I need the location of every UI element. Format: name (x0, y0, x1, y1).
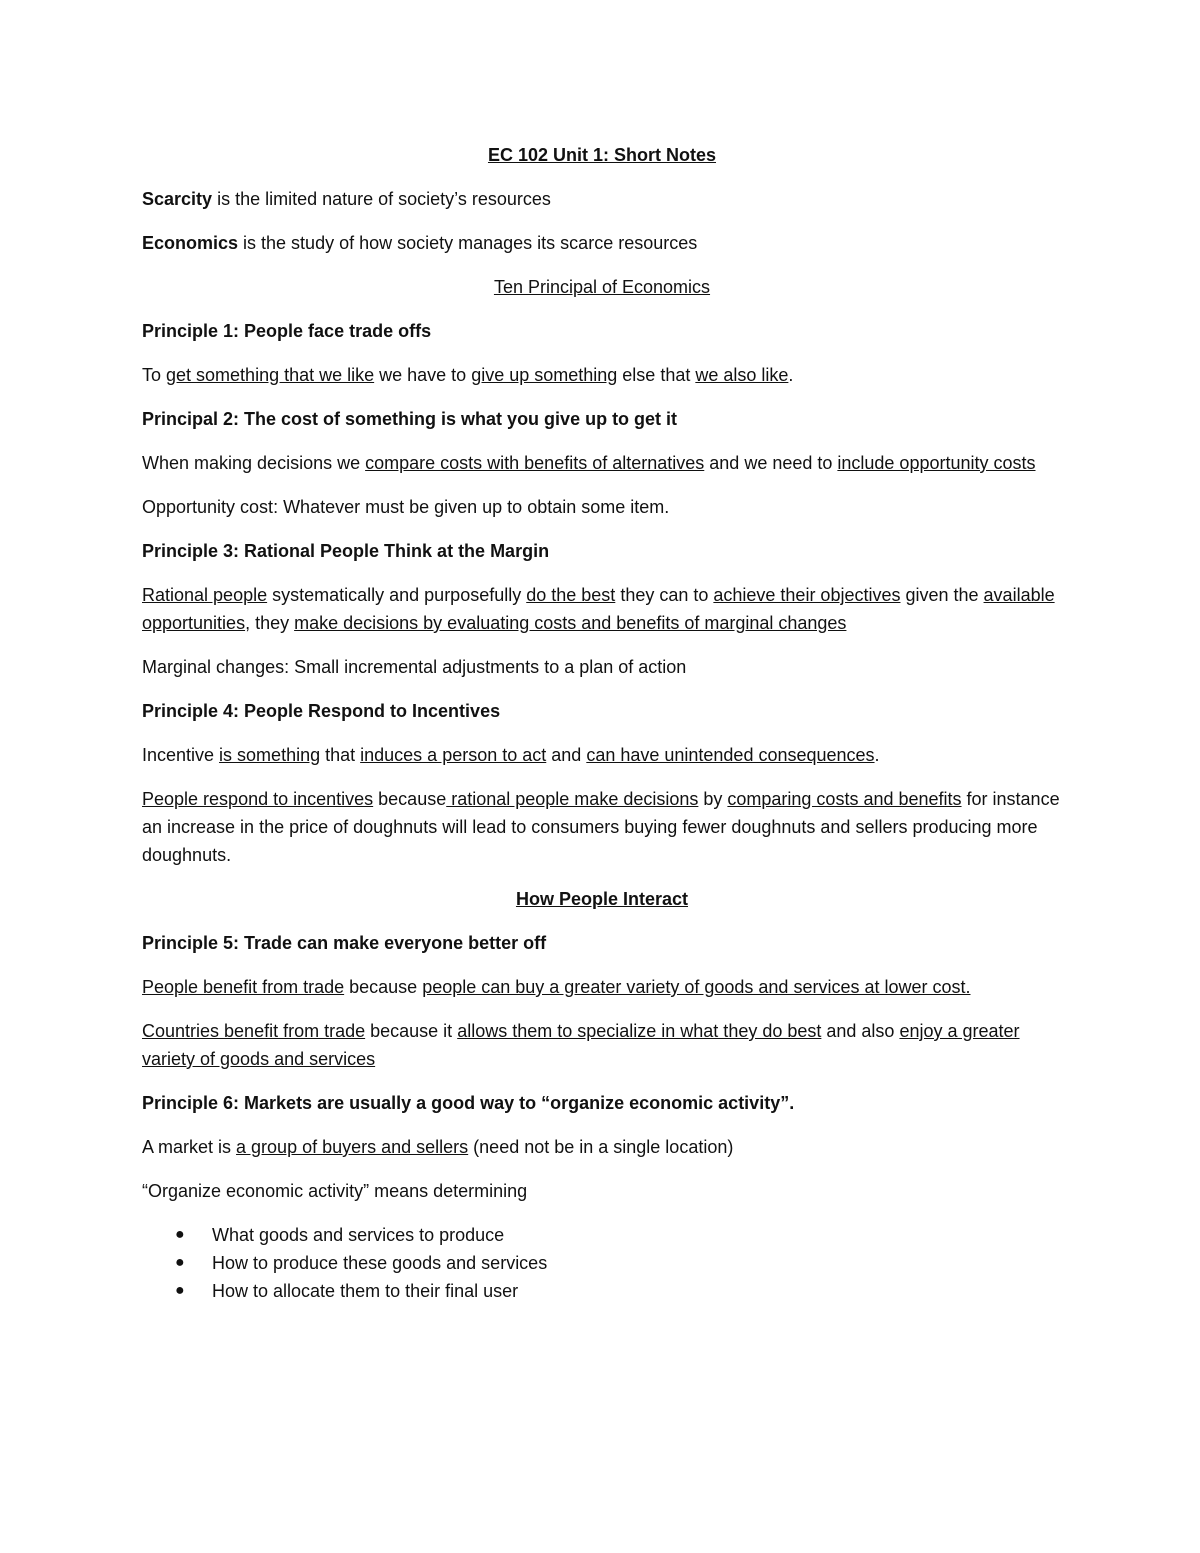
text-run: because (344, 977, 423, 997)
text-run: because (373, 789, 447, 809)
principle-4-text (142, 741, 1062, 769)
text-run: . (874, 745, 880, 765)
list-item-text: How to allocate them to their final user (212, 1281, 519, 1301)
opportunity-cost-definition: Opportunity cost: Whatever must be given up to obtain some item. (142, 497, 670, 517)
principle-5-heading: Principle 5: Trade can make everyone better off (142, 933, 547, 953)
principle-1-text (142, 361, 1062, 389)
bullet-icon: ● (175, 1226, 185, 1243)
underlined-phrase: people can buy a greater variety of goods and services at lower cost. (422, 977, 971, 997)
text-run: and (546, 745, 587, 765)
organize-activity-intro: “Organize economic activity” means determining (142, 1181, 528, 1201)
underlined-phrase: achieve their objectives (713, 585, 901, 605)
underlined-phrase: enjoy a greater variety of goods and services (142, 1021, 1020, 1069)
underlined-phrase: include opportunity costs (837, 453, 1036, 473)
economics-text: is the study of how society manages its scarce resources (238, 233, 698, 253)
bullet-icon: ● (175, 1282, 185, 1299)
underlined-phrase: Rational people (142, 585, 268, 605)
underlined-phrase: make decisions by evaluating costs and benefits of marginal changes (294, 613, 847, 633)
principle-4-heading: Principle 4: People Respond to Incentives (142, 701, 501, 721)
scarcity-definition (142, 185, 1062, 213)
underlined-phrase: People benefit from trade (142, 977, 345, 997)
text-run: else that (617, 365, 696, 385)
text-run: because it (365, 1021, 458, 1041)
page-title: EC 102 Unit 1: Short Notes (487, 145, 717, 165)
text-run: given the (900, 585, 984, 605)
text-run: To (142, 365, 167, 385)
list-item (142, 1249, 1062, 1277)
list-item (142, 1221, 1062, 1249)
principle-5-countries (142, 1017, 1062, 1073)
principle-6-heading: Principle 6: Markets are usually a good way to “organize economic activity”. (142, 1093, 795, 1113)
underlined-phrase: give up something (471, 365, 618, 385)
underlined-phrase: a group of buyers and sellers (236, 1137, 469, 1157)
text-run: Incentive (142, 745, 220, 765)
text-run: they can to (615, 585, 714, 605)
section-heading-how-people-interact: How People Interact (515, 889, 689, 909)
list-item-text: What goods and services to produce (212, 1225, 505, 1245)
text-run: we have to (374, 365, 472, 385)
underlined-phrase: is something (219, 745, 321, 765)
scarcity-term: Scarcity (142, 189, 213, 209)
text-run: . (788, 365, 794, 385)
underlined-phrase: allows them to specialize in what they do best (457, 1021, 822, 1041)
principle-2-heading: Principal 2: The cost of something is what you give up to get it (142, 409, 678, 429)
principle-3-heading: Principle 3: Rational People Think at the Margin (142, 541, 550, 561)
underlined-phrase: People respond to incentives (142, 789, 374, 809)
principle-4-example (142, 785, 1062, 869)
principle-5-text (142, 973, 1062, 1001)
underlined-phrase: available opportunities (142, 585, 1055, 633)
text-run: , they (245, 613, 295, 633)
underlined-phrase: compare costs with benefits of alternatives (365, 453, 705, 473)
document-body (142, 141, 1062, 1305)
underlined-phrase: induces a person to act (360, 745, 547, 765)
marginal-changes-definition: Marginal changes: Small incremental adjustments to a plan of action (142, 657, 687, 677)
principle-1-heading: Principle 1: People face trade offs (142, 321, 432, 341)
list-item-text: How to produce these goods and services (212, 1253, 548, 1273)
bullet-list (142, 1221, 1062, 1305)
text-run: and we need to (704, 453, 838, 473)
text-run: When making decisions we (142, 453, 366, 473)
scarcity-text: is the limited nature of society’s resources (212, 189, 551, 209)
text-run: for instance an increase in the price of doughnuts will lead to consumers buying fewer doughnuts and sellers producing more doughnuts. (142, 789, 1060, 865)
bullet-icon: ● (175, 1254, 185, 1271)
underlined-phrase: comparing costs and benefits (727, 789, 962, 809)
text-run: systematically and purposefully (267, 585, 527, 605)
text-run: and also (821, 1021, 900, 1041)
economics-term: Economics (142, 233, 239, 253)
text-run: (need not be in a single location) (468, 1137, 734, 1157)
principle-2-text (142, 449, 1062, 477)
underlined-phrase: rational people make decisions (446, 789, 699, 809)
text-run: by (698, 789, 728, 809)
underlined-phrase: do the best (526, 585, 616, 605)
market-definition (142, 1133, 1062, 1161)
text-run: that (320, 745, 361, 765)
underlined-phrase: Countries benefit from trade (142, 1021, 366, 1041)
underlined-phrase: can have unintended consequences (586, 745, 875, 765)
principle-3-text (142, 581, 1062, 637)
list-item (142, 1277, 1062, 1305)
underlined-phrase: get something that we like (166, 365, 375, 385)
economics-definition (142, 229, 1062, 257)
underlined-phrase: we also like (695, 365, 789, 385)
text-run: A market is (142, 1137, 237, 1157)
section-heading-ten-principles: Ten Principal of Economics (493, 277, 711, 297)
